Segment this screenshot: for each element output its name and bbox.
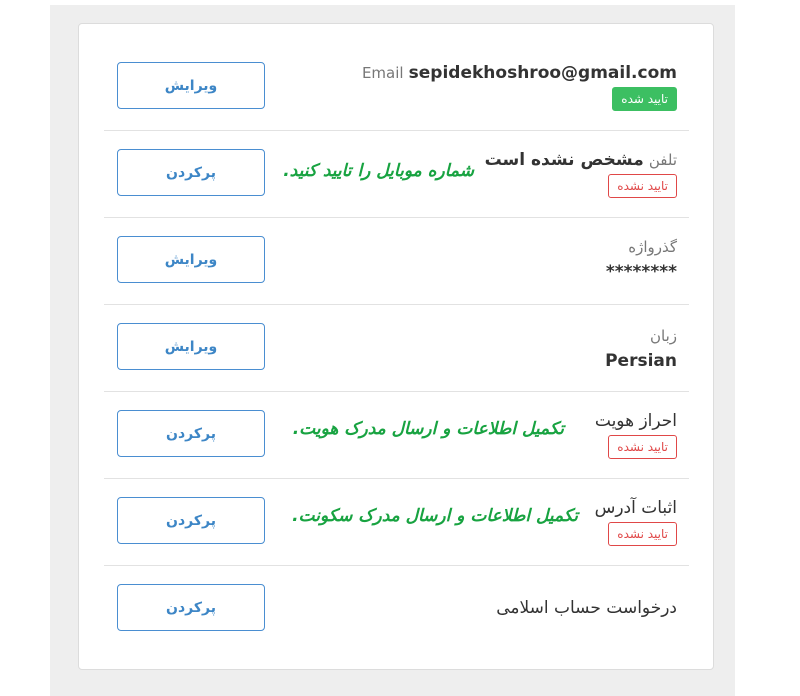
edit-language-button[interactable]: ویرایش — [117, 323, 265, 370]
address-unverified-badge: تایید نشده — [608, 522, 677, 546]
phone-label: تلفن — [648, 151, 677, 169]
language-value: Persian — [605, 351, 677, 371]
password-info — [606, 237, 677, 282]
identity-note: تکمیل اطلاعات و ارسال مدرک هویت. — [292, 419, 564, 439]
islamic-account-label: درخواست حساب اسلامی — [496, 598, 677, 618]
phone-value: مشخص نشده است — [484, 150, 644, 170]
password-label: گذرواژه — [628, 238, 677, 256]
identity-label: احراز هویت — [594, 411, 677, 431]
language-row — [104, 304, 689, 392]
email-info — [362, 63, 677, 111]
email-row — [104, 43, 689, 131]
phone-note: شماره موبایل را تایید کنید. — [283, 161, 474, 181]
islamic-account-info — [496, 598, 677, 618]
password-row — [104, 217, 689, 305]
email-label: Email — [361, 64, 404, 82]
edit-email-button[interactable]: ویرایش — [117, 62, 265, 109]
phone-unverified-badge: تایید نشده — [608, 174, 677, 198]
address-note: تکمیل اطلاعات و ارسال مدرک سکونت. — [292, 506, 578, 526]
edit-password-button[interactable]: ویرایش — [117, 236, 265, 283]
phone-row — [104, 130, 689, 218]
fill-phone-button[interactable]: پرکردن — [117, 149, 265, 196]
language-info — [605, 326, 677, 371]
fill-identity-button[interactable]: پرکردن — [117, 410, 265, 457]
identity-info — [595, 411, 677, 459]
identity-unverified-badge: تایید نشده — [608, 435, 677, 459]
email-value: sepidekhoshroo@gmail.com — [408, 63, 677, 83]
address-row — [104, 478, 689, 566]
address-label: اثبات آدرس — [594, 498, 677, 518]
language-label: زبان — [649, 327, 677, 345]
password-value: ******** — [605, 262, 677, 282]
islamic-account-row — [104, 565, 689, 652]
phone-info — [485, 150, 677, 198]
identity-row — [104, 391, 689, 479]
email-verified-badge: تایید شده — [612, 87, 677, 111]
fill-address-button[interactable]: پرکردن — [117, 497, 265, 544]
fill-islamic-account-button[interactable]: پرکردن — [117, 584, 265, 631]
address-info — [595, 498, 677, 546]
account-settings-card — [78, 23, 714, 670]
